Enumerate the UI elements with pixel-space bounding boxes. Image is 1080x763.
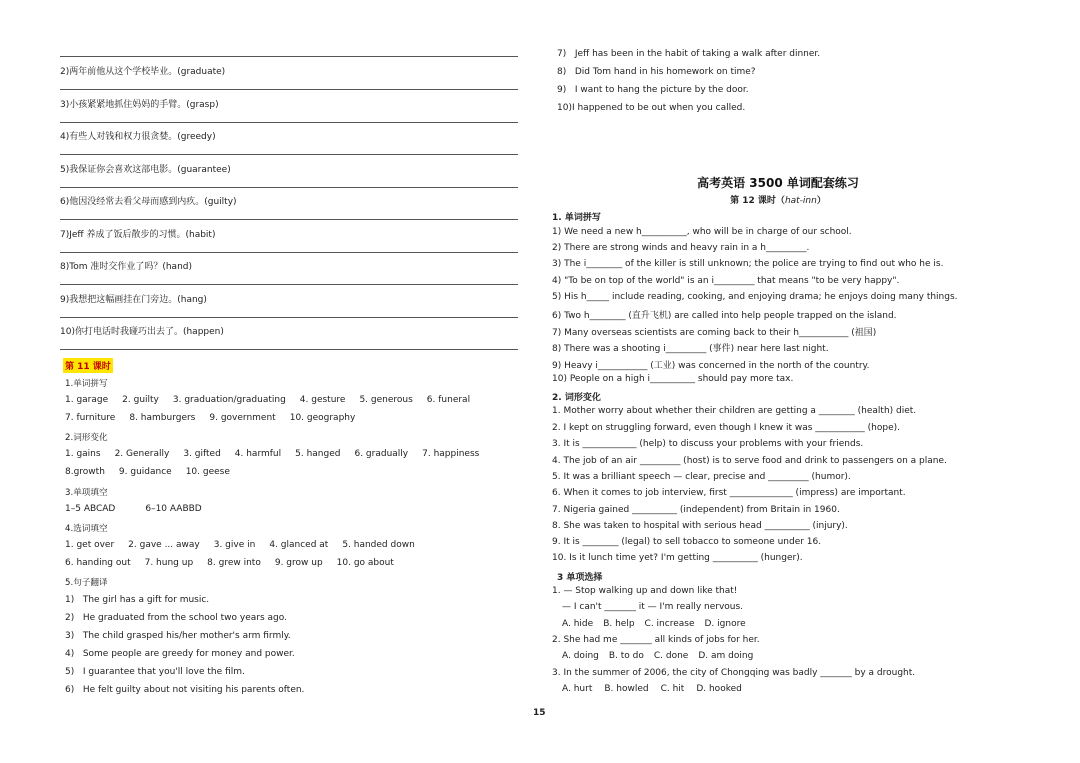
translation-item: 6)他因没经常去看父母而感到内疚。(guilty)	[60, 197, 237, 207]
question-item: 4. The job of an air _________ (host) is to serve food and drink to passengers on a plane.	[552, 456, 947, 466]
answer-sentence: 4) Some people are greedy for money and power.	[65, 649, 295, 659]
question-item: 4) "To be on top of the world" is an i_________ that means "to be very happy".	[552, 276, 900, 286]
question-item: 1. Mother worry about whether their children are getting a ________ (health) diet.	[552, 406, 917, 416]
answer-row: 1–5 ABCAD 6–10 AABBD	[65, 504, 202, 514]
question-item: 1. — Stop walking up and down like that!	[552, 586, 738, 596]
answer-line	[60, 187, 518, 188]
question-item: 2) There are strong winds and heavy rain in a h_________.	[552, 243, 810, 253]
page-number: 15	[533, 708, 546, 718]
translation-item: 10)你打电话时我碰巧出去了。(happen)	[60, 327, 224, 337]
section-heading: 4.选词填空	[65, 524, 108, 534]
answer-line	[60, 154, 518, 155]
section-heading: 1.单词拼写	[65, 379, 108, 389]
answer-row: 8.growth 9. guidance 10. geese	[65, 467, 230, 477]
answer-sentence: 9) I want to hang the picture by the door.	[557, 85, 749, 95]
answer-line	[60, 284, 518, 285]
question-item: 2. She had me _______ all kinds of jobs for her.	[552, 635, 760, 645]
answer-sentence: 8) Did Tom hand in his homework on time?	[557, 67, 756, 77]
question-item: 6) Two h________ (直升飞机) are called into help people trapped on the island.	[552, 311, 897, 321]
answer-sentence: 2) He graduated from the school two years ago.	[65, 613, 287, 623]
translation-item: 3)小孩紧紧地抓住妈妈的手臂。(grasp)	[60, 100, 219, 110]
translation-item: 8)Tom 准时交作业了吗？(hand)	[60, 262, 192, 272]
question-item: 7. Nigeria gained __________ (independent) from Britain in 1960.	[552, 505, 840, 515]
options-row: A. doing B. to do C. done D. am doing	[562, 651, 754, 661]
answer-line	[60, 349, 518, 350]
lesson-12-subtitle: 第 12 课时（hat-inn）	[730, 196, 826, 206]
answer-line	[60, 56, 518, 57]
answer-sentence: 1) The girl has a gift for music.	[65, 595, 210, 605]
question-item: 3. It is ____________ (help) to discuss your problems with your friends.	[552, 439, 864, 449]
answer-line	[60, 317, 518, 318]
answer-line	[60, 89, 518, 90]
question-item: 5. It was a brilliant speech — clear, precise and _________ (humor).	[552, 472, 851, 482]
answer-line	[60, 219, 518, 220]
question-item: 8) There was a shooting i_________ (事件) near here last night.	[552, 344, 829, 354]
question-item: — I can't _______ it — I'm really nervous.	[562, 602, 744, 612]
question-item: 6. When it comes to job interview, first ______________ (impress) are important.	[552, 488, 906, 498]
answer-sentence: 7) Jeff has been in the habit of taking a walk after dinner.	[557, 49, 821, 59]
translation-item: 5)我保证你会喜欢这部电影。(guarantee)	[60, 165, 231, 175]
section-heading: 3 单项选择	[557, 573, 603, 583]
answer-sentence: 6) He felt guilty about not visiting his parents often.	[65, 685, 305, 695]
translation-item: 2)两年前他从这个学校毕业。(graduate)	[60, 67, 226, 77]
answer-row: 7. furniture 8. hamburgers 9. government 10. geography	[65, 413, 356, 423]
translation-item: 7)Jeff 养成了饭后散步的习惯。(habit)	[60, 230, 216, 240]
question-item: 1) We need a new h__________, who will be in charge of our school.	[552, 227, 852, 237]
translation-item: 4)有些人对钱和权力很贪婪。(greedy)	[60, 132, 216, 142]
answer-row: 1. gains 2. Generally 3. gifted 4. harmful 5. hanged 6. gradually 7. happiness	[65, 449, 480, 459]
section-heading: 1. 单词拼写	[552, 213, 601, 223]
question-item: 3) The i________ of the killer is still unknown; the police are trying to find out who he is.	[552, 259, 944, 269]
question-item: 8. She was taken to hospital with serious head __________ (injury).	[552, 521, 848, 531]
answer-row: 1. get over 2. gave ... away 3. give in 4. glanced at 5. handed down	[65, 540, 415, 550]
options-row: A. hurt B. howled C. hit D. hooked	[562, 684, 742, 694]
translation-item: 9)我想把这幅画挂在门旁边。(hang)	[60, 295, 207, 305]
section-heading: 2.词形变化	[65, 433, 108, 443]
lesson-11-heading: 第 11 课时	[63, 358, 113, 373]
answer-line	[60, 252, 518, 253]
answer-sentence: 3) The child grasped his/her mother's arm firmly.	[65, 631, 291, 641]
question-item: 10) People on a high i__________ should pay more tax.	[552, 374, 794, 384]
question-item: 3. In the summer of 2006, the city of Chongqing was badly _______ by a drought.	[552, 668, 916, 678]
page-title: 高考英语 3500 单词配套练习	[697, 176, 859, 190]
question-item: 9) Heavy i___________ (工业) was concerned in the north of the country.	[552, 361, 870, 371]
answer-line	[60, 122, 518, 123]
answer-row: 6. handing out 7. hung up 8. grew into 9. grow up 10. go about	[65, 558, 394, 568]
options-row: A. hide B. help C. increase D. ignore	[562, 619, 746, 629]
answer-row: 1. garage 2. guilty 3. graduation/graduating 4. gesture 5. generous 6. funeral	[65, 395, 471, 405]
question-item: 5) His h_____ include reading, cooking, and enjoying drama; he enjoys doing many things.	[552, 292, 958, 302]
question-item: 9. It is ________ (legal) to sell tobacco to someone under 16.	[552, 537, 822, 547]
section-heading: 3.单项填空	[65, 488, 108, 498]
answer-sentence: 10)I happened to be out when you called.	[557, 103, 746, 113]
answer-sentence: 5) I guarantee that you'll love the film.	[65, 667, 245, 677]
question-item: 7) Many overseas scientists are coming back to their h___________ (祖国)	[552, 328, 877, 338]
section-heading: 5.句子翻译	[65, 578, 108, 588]
question-item: 10. Is it lunch time yet? I'm getting __________ (hunger).	[552, 553, 803, 563]
section-heading: 2. 词形变化	[552, 393, 601, 403]
question-item: 2. I kept on struggling forward, even though I knew it was ___________ (hope).	[552, 423, 901, 433]
